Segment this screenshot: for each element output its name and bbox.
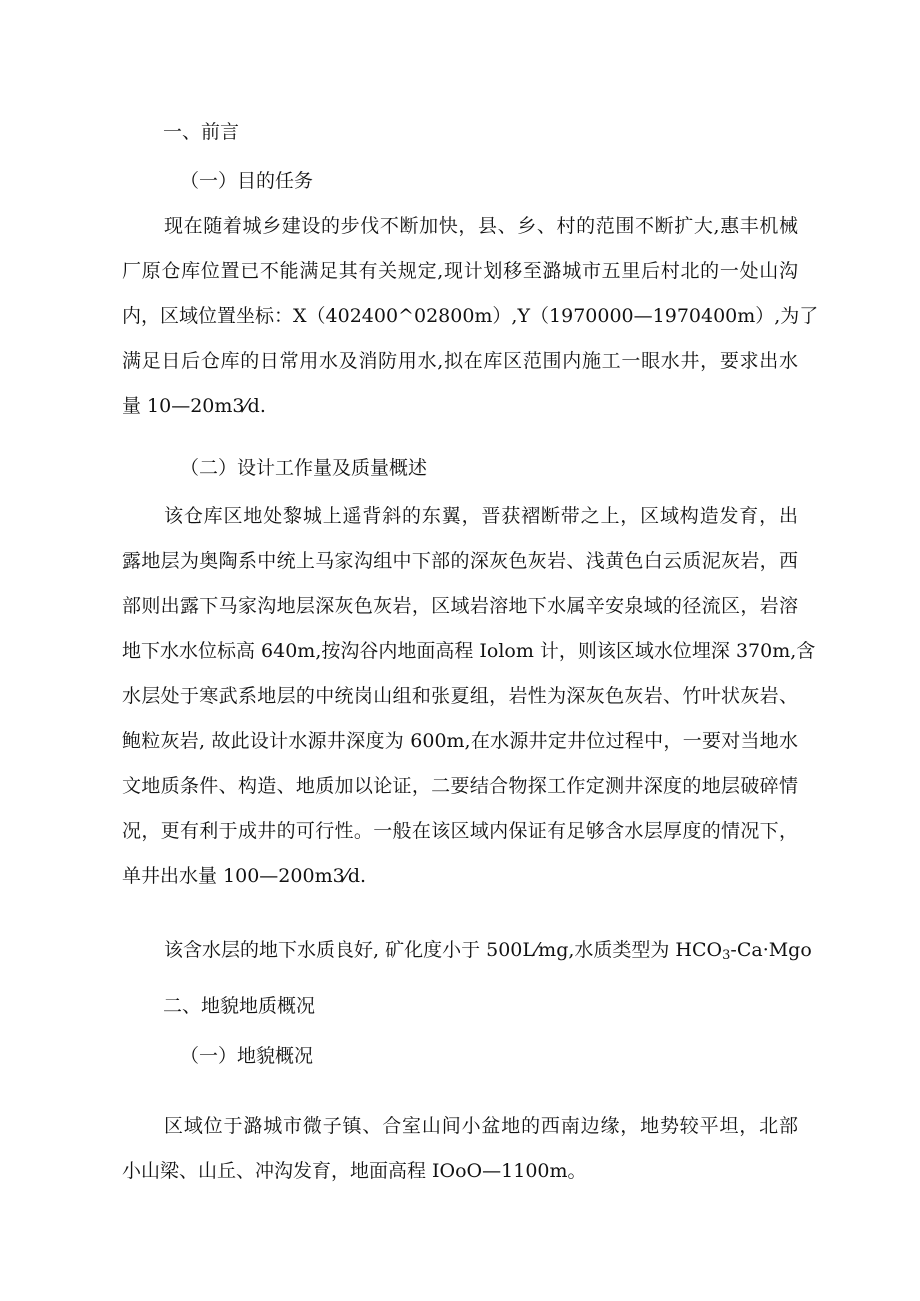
paragraph-landform <box>122 1113 798 1203</box>
text-line: 文地质条件、构造、地质加以论证，二要结合物探工作定测井深度的地层破碎情 <box>122 775 798 797</box>
water-quality-text: 该含水层的地下水质良好, 矿化度小于 500L⁄mg,水质类型为 HCO <box>164 939 723 961</box>
subsection-heading-landform: （一）地貌概况 <box>180 1045 314 1067</box>
paragraph-water-quality <box>122 937 812 982</box>
paragraph-workload <box>122 503 816 908</box>
water-quality-suffix: -Ca·Mgo <box>730 939 812 961</box>
subsection-heading-workload: （二）设计工作量及质量概述 <box>180 457 428 479</box>
text-line: 部则出露下马家沟地层深灰色灰岩，区域岩溶地下水属辛安泉域的径流区，岩溶 <box>122 595 798 617</box>
paragraph-purpose <box>122 213 819 438</box>
text-line: 露地层为奥陶系中统上马家沟组中下部的深灰色灰岩、浅黄色白云质泥灰岩，西 <box>122 550 798 572</box>
text-line: 厂原仓库位置已不能满足其有关规定,现计划移至潞城市五里后村北的一处山沟 <box>122 260 798 282</box>
text-line <box>122 937 812 982</box>
section-heading-geology: 二、地貌地质概况 <box>163 995 316 1017</box>
text-line: 该仓库区地处黎城上遥背斜的东翼，晋获褶断带之上，区域构造发育，出 <box>164 505 798 527</box>
text-line: 鲍粒灰岩, 故此设计水源井深度为 600m,在水源井定井位过程中，一要对当地水 <box>122 730 798 752</box>
subsection-heading-purpose: （一）目的任务 <box>180 170 314 192</box>
text-line: 满足日后仓库的日常用水及消防用水,拟在库区范围内施工一眼水井，要求出水 <box>122 350 798 372</box>
text-line: 水层处于寒武系地层的中统岗山组和张夏组，岩性为深灰色灰岩、竹叶状灰岩、 <box>122 685 798 707</box>
text-line: 区域位于潞城市微子镇、合室山间小盆地的西南边缘，地势较平坦，北部 <box>164 1115 798 1137</box>
subscript-3: 3 <box>722 948 731 963</box>
section-heading-preface: 一、前言 <box>163 121 240 143</box>
text-line: 小山梁、山丘、冲沟发育，地面高程 IOoO—1100m。 <box>122 1160 587 1182</box>
text-line: 现在随着城乡建设的步伐不断加快，县、乡、村的范围不断扩大,惠丰机械 <box>164 215 798 237</box>
text-line: 况，更有利于成井的可行性。一般在该区域内保证有足够含水层厚度的情况下， <box>122 820 798 842</box>
text-line: 内，区域位置坐标：X（402400^02800m）,Y（1970000—1970400m）,为了 <box>122 305 819 327</box>
text-line: 单井出水量 100—200m3⁄d. <box>122 865 367 887</box>
text-line: 地下水水位标高 640m,按沟谷内地面高程 Iolom 计，则该区域水位埋深 370m,含 <box>122 640 816 662</box>
text-line: 量 10—20m3⁄d. <box>122 395 266 417</box>
